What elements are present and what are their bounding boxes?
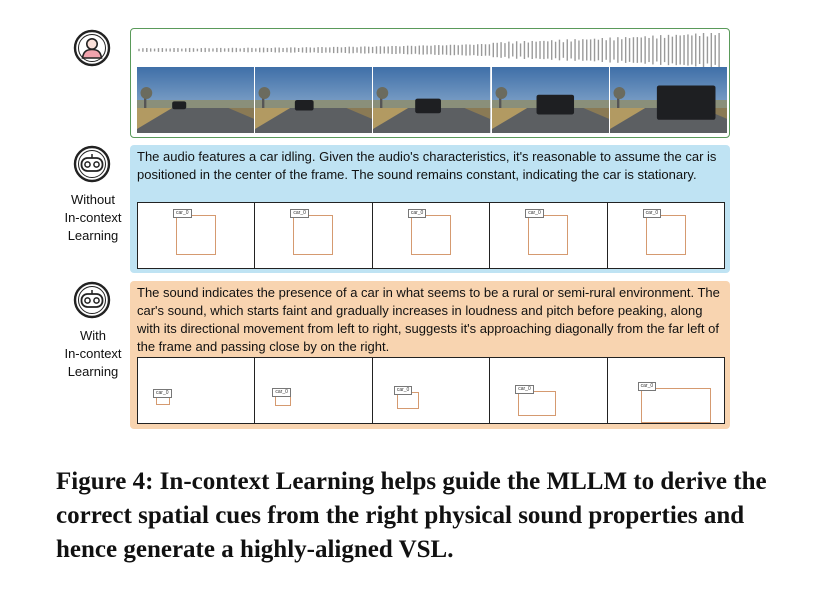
bbox-frame [138,203,255,268]
bounding-box-label: car_0 [525,209,544,218]
bounding-box-label: car_0 [515,385,534,394]
without-icl-bbox-row [137,202,725,269]
video-frame [137,67,255,133]
bounding-box-label: car_0 [153,389,172,398]
bbox-frame [608,203,724,268]
bounding-box-label: car_0 [643,209,662,218]
user-avatar-icon [73,29,111,67]
figure-caption: Figure 4: In-context Learning helps guide the MLLM to derive the correct spatial cues from the right physical sound properties and hence generate a highly-aligned VSL. [56,468,767,563]
bbox-frame [255,358,372,423]
bounding-box-label: car_0 [638,382,657,391]
bbox-frame [373,203,490,268]
video-frame [255,67,373,133]
with-icl-panel [130,281,730,429]
without-icl-panel [130,145,730,273]
bounding-box-label: car_0 [394,386,413,395]
input-audio-video-panel [130,28,730,138]
video-frames [137,67,727,133]
video-frame [610,67,727,133]
bounding-box [641,388,711,423]
bounding-box-label: car_0 [272,388,291,397]
without-icl-description: The audio features a car idling. Given the audio's characteristics, it's reasonable to assume the car is positioned in the center of the frame. The sound remains constant, indicating the car is stationary. [137,149,717,182]
bbox-frame [255,203,372,268]
video-frame [492,67,610,133]
bbox-frame [373,358,490,423]
with-icl-bbox-row [137,357,725,424]
bounding-box-label: car_0 [408,209,427,218]
bbox-frame [490,358,607,423]
bbox-frame [608,358,724,423]
bounding-box-label: car_0 [173,209,192,218]
bbox-frame [138,358,255,423]
label-with-icl: With In-context Learning [64,328,122,379]
audio-waveform [137,33,725,67]
robot-icon [73,145,111,183]
video-frame [373,67,491,133]
bounding-box [646,215,686,255]
bounding-box-label: car_0 [290,209,309,218]
bounding-box [293,215,333,255]
bbox-frame [490,203,607,268]
bounding-box [518,391,556,416]
with-icl-description: The sound indicates the presence of a car in what seems to be a rural or semi-rural environment. The car's sound, which starts faint and gradually increases in loudness and pitch before peaking, along with its directional movement from left to right, suggests it's approaching diagonally from the far left of the frame and passing close by on the right. [137,285,720,354]
bounding-box [176,215,216,255]
robot-icon [73,281,111,319]
bounding-box [411,215,451,255]
label-without-icl: Without In-context Learning [64,192,122,243]
bounding-box [528,215,568,255]
